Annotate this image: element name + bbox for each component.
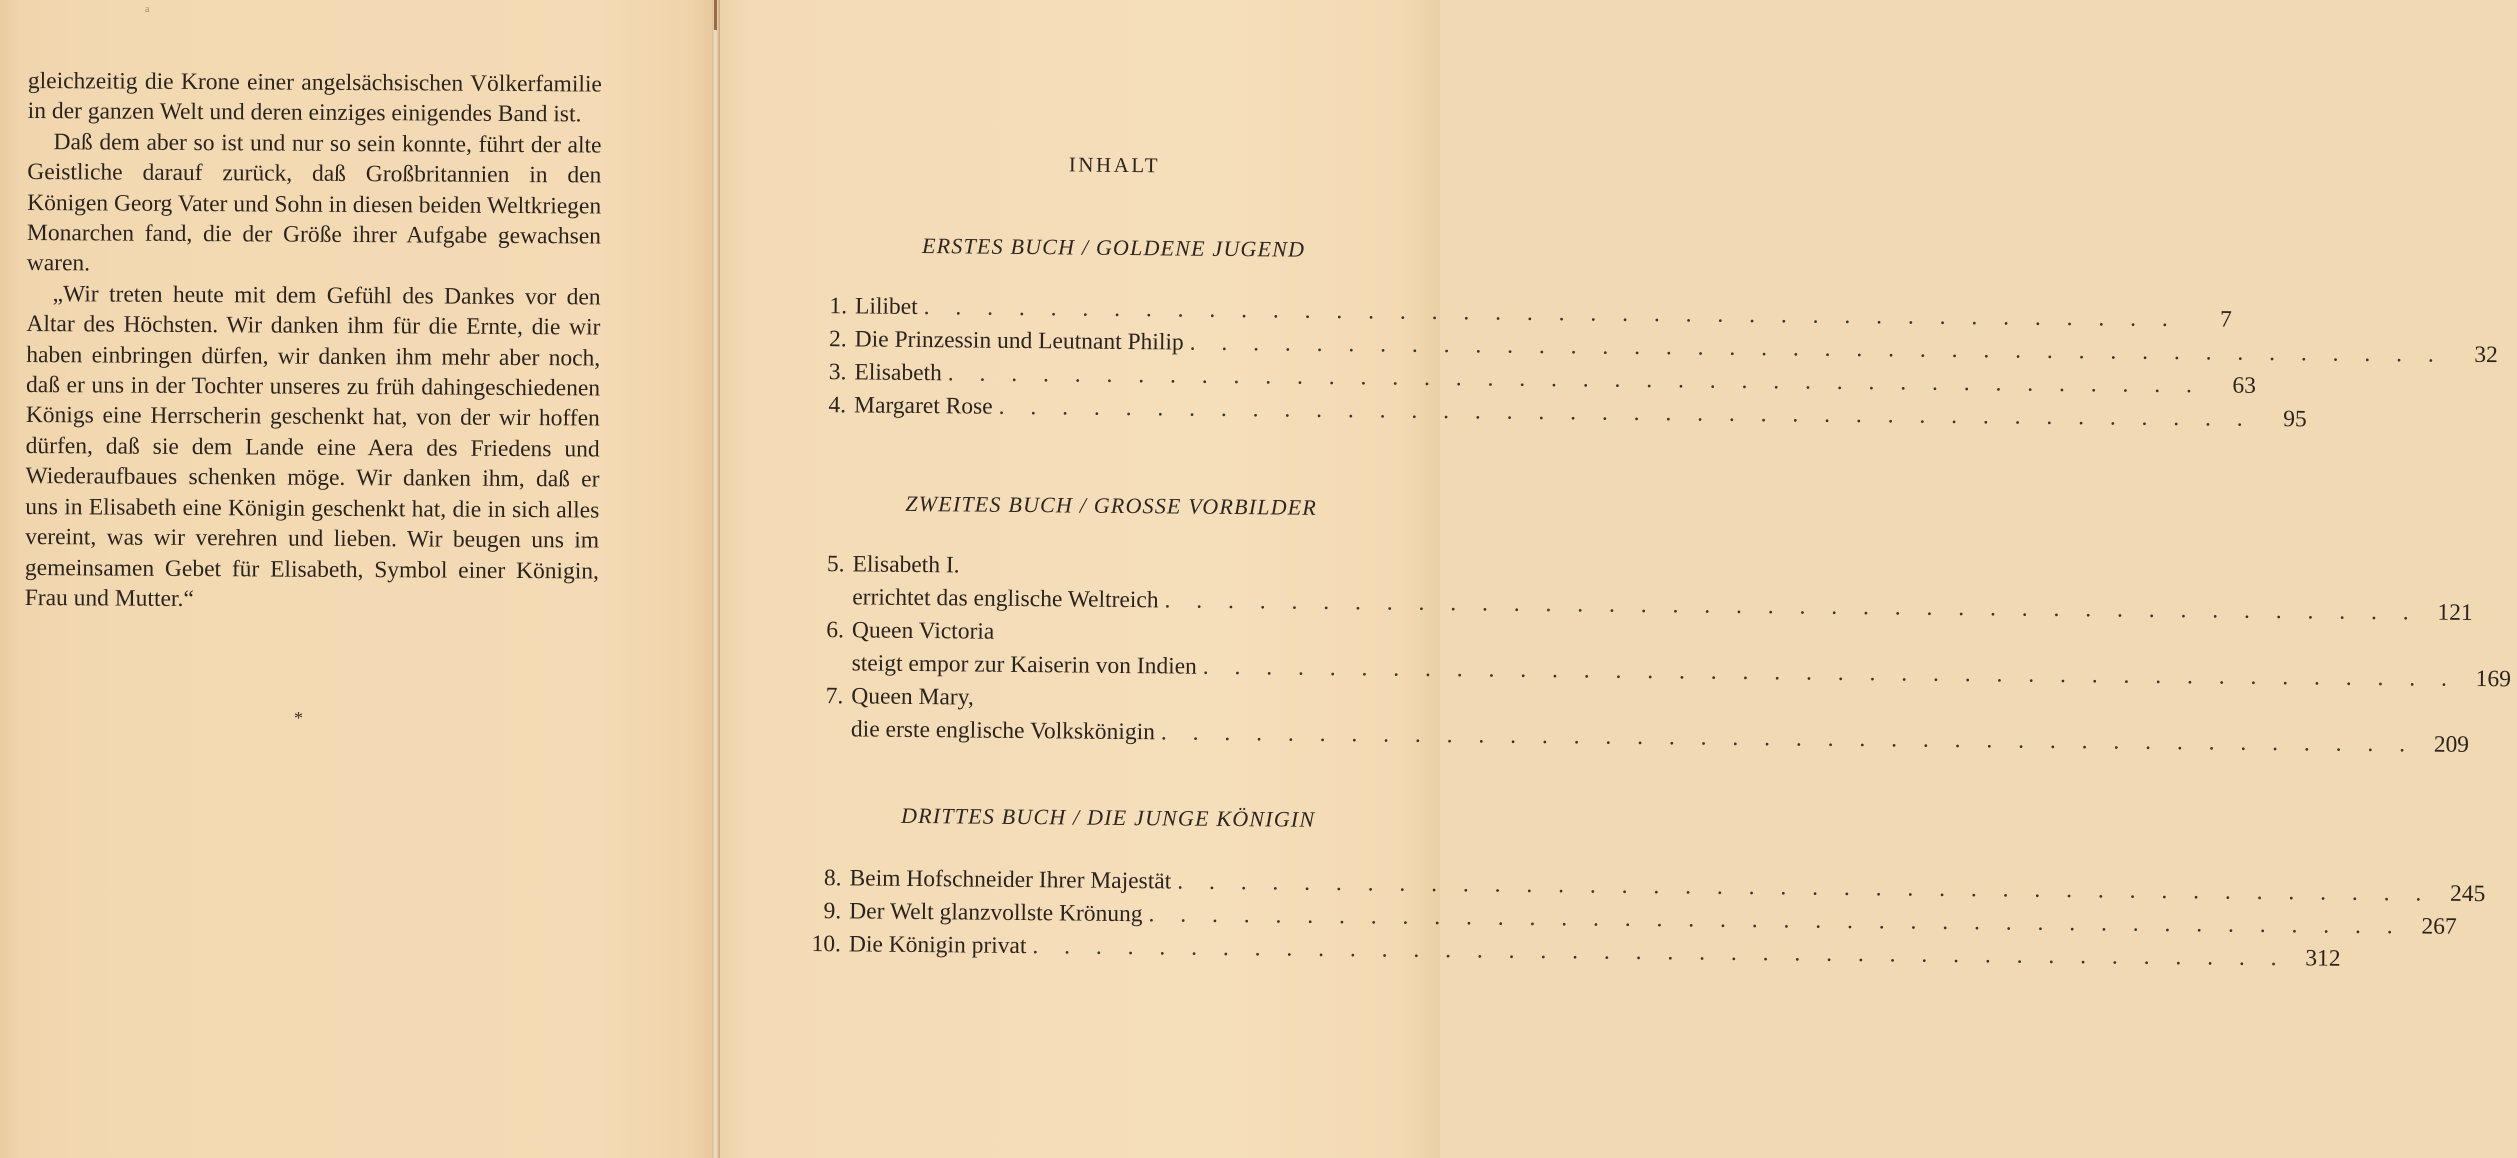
chapter-number: 10. [811,931,842,958]
chapter-title: Die Königin privat [848,931,1027,960]
chapter-number: 8. [823,865,842,892]
chapter-number: 1. [829,293,848,320]
chapter-number: 9. [823,898,842,925]
page-number: 169 [2475,665,2512,693]
book-heading-2: ZWEITES BUCH / GROSSE VORBILDER [905,490,1318,520]
paragraph-3-quote: „Wir treten heute mit dem Gefühl des Dankes vor den Altar des Höchsten. Wir danken ihm für die Ernte, die wir haben einbringen dürfen, wir danken ihm mehr aber noch, daß er uns in der Tochter unseres zu früh dahingeschiedenen Königs eine Herrscherin geschenkt hat, von der wir hoffen dürfen, daß sie dem Lande eine Aera des Friedens und Wiederaufbaues schenken möge. Wir danken ihm, daß er uns in Elisabeth eine Königin geschenkt hat, die in sich alles vereint, was wir verehren und lieben. Wir beugen uns im gemeinsamen Gebet für Elisabeth, Symbol einer Königin, Frau und Mutter.“ [24,280,601,612]
chapter-title: Beim Hofschneider Ihrer Majestät [849,865,1172,895]
page-number: 7 [2219,306,2232,333]
corner-mark: a [145,4,150,15]
page-number: 121 [2437,599,2473,626]
chapter-title: Die Prinzessin und Leutnant Philip [854,326,1184,356]
page-number: 245 [2449,880,2486,908]
book-heading-1: ERSTES BUCH / GOLDENE JUGEND [921,233,1306,262]
paragraph-2: Daß dem aber so ist und nur so sein konnte, führt der alte Geistliche darauf zurück, daß Großbritannien in den Königen Georg Vater und Sohn in diesen beiden Weltkriegen Monarchen fand, die der Größe ihrer Aufgabe gewachsen waren. [26,128,602,277]
book-2-chapters [809,548,2512,758]
book-3-chapters [807,862,2486,972]
section-break-asterisk: * [294,708,303,728]
toc-entry[interactable] [809,680,2470,758]
book-gutter [712,0,720,1158]
chapter-title: Queen Mary, [851,683,974,711]
chapter-subtitle: steigt empor zur Kaiserin von Indien [851,650,1197,680]
book-1-chapters [812,290,2498,433]
chapter-number: 7. [825,683,844,710]
chapter-title: Margaret Rose [853,392,993,420]
paragraph-1: gleichzeitig die Krone einer angelsächsischen Völkerfamilie in der ganzen Welt und deren einziges einigendes Band ist. [27,67,602,128]
chapter-number: 6. [826,617,845,644]
toc-entry[interactable] [812,389,2307,433]
chapter-subtitle: die erste englische Volkskönigin [850,716,1156,746]
page-number: 312 [2305,945,2341,972]
toc-entry[interactable] [810,548,2473,626]
chapter-subtitle: errichtet das englische Weltreich [852,584,1159,614]
table-of-contents [811,0,2512,972]
toc-title: INHALT [1068,152,1161,178]
chapter-number: 5. [826,551,845,578]
toc-entry[interactable] [807,928,2341,972]
chapter-title: Queen Victoria [851,617,995,645]
chapter-title: Elisabeth [854,359,943,387]
page-number: 209 [2433,731,2470,758]
page-number: 95 [2283,406,2307,433]
chapter-title: Elisabeth I. [852,551,960,579]
chapter-number: 2. [828,326,847,353]
chapter-title: Lilibet [854,293,918,320]
page-number: 267 [2421,913,2457,940]
right-page [720,0,2512,1158]
page-number: 63 [2232,372,2257,399]
chapter-number: 4. [828,392,847,419]
toc-entry[interactable] [809,614,2512,693]
body-text [25,66,602,617]
page-number: 32 [2474,341,2498,369]
chapter-title: Der Welt glanzvollste Krönung [849,898,1143,928]
chapter-number: 3. [828,359,847,386]
left-page [0,0,712,1158]
book-heading-3: DRITTES BUCH / DIE JUNGE KÖNIGIN [900,802,1316,832]
